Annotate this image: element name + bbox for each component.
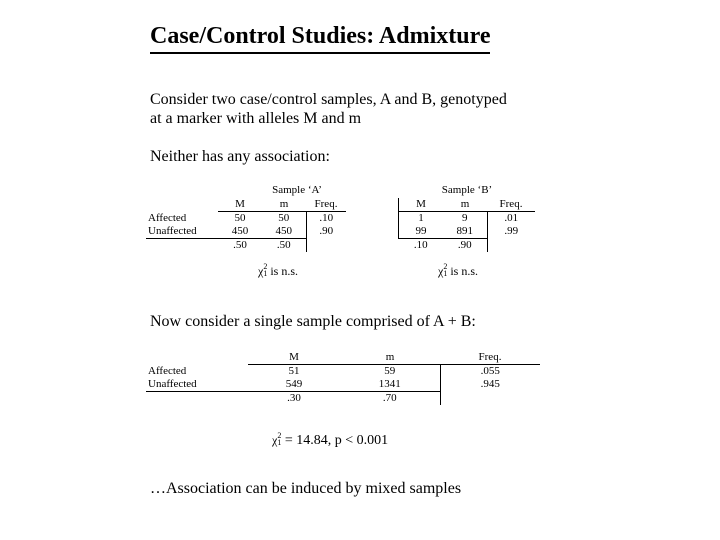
cell-freq: .90 [319,225,334,238]
totals-row [146,392,540,406]
sample-b-header-m: m [443,198,487,212]
total-m: .70 [340,392,440,406]
table-row [146,378,540,392]
chi-sub: 1 [263,269,268,278]
sample-b-header-freq: Freq. [487,198,535,212]
sample-a-chi-stat [258,260,298,281]
totals-row [146,239,346,253]
cell-freq: .10 [319,212,334,224]
chi-sup: 2 [263,262,268,271]
cell-m: 891 [443,225,487,239]
sample-a-caption: Sample ‘A’ [272,184,322,196]
cell-M: 50 [234,212,246,224]
sample-b-header-row [399,198,536,212]
chi-sub: 1 [443,269,448,278]
cell-freq: .01 [504,212,519,224]
table-row [146,212,346,226]
table-row [146,365,540,379]
combined-chi-stat [272,429,388,450]
sample-a-table [146,198,346,252]
row-label: Unaffected [146,225,218,239]
combined-header-m: m [340,351,440,365]
neither-text: Neither has any association: [150,148,330,165]
cell-m: 9 [443,212,487,226]
sample-b-table [398,198,535,252]
total-m: .50 [262,239,306,253]
cell-m: 450 [262,225,306,239]
cell-m: 1341 [340,378,440,392]
intro-line-2: at a marker with alleles M and m [150,110,362,127]
cell-freq: .99 [504,225,519,238]
combined-text: Now consider a single sample comprised of A + B: [150,313,476,330]
row-label: Affected [148,211,187,224]
table-row [399,225,536,239]
combined-header-row [146,351,540,365]
cell-m: 50 [262,212,306,226]
total-freq-empty [487,239,535,253]
cell-freq: .945 [480,378,500,391]
sample-a-header-row [146,198,346,212]
intro-line-1: Consider two case/control samples, A and B, genotyped [150,91,507,108]
cell-M: 1 [399,212,444,226]
cell-M: 450 [218,225,262,239]
sample-b-caption: Sample ‘B’ [441,184,493,196]
cell-freq: .055 [480,365,500,377]
total-M: .30 [287,392,301,404]
chi-text: is n.s. [270,264,299,278]
combined-header-M: M [248,351,340,365]
chi-sup: 2 [277,431,282,440]
page-title: Case/Control Studies: Admixture [150,22,490,54]
chi-text: is n.s. [450,264,479,278]
conclusion-text: …Association can be induced by mixed samples [150,480,462,497]
row-label: Unaffected [146,378,248,392]
table-row [146,225,346,239]
sample-a-header-empty [146,198,218,212]
sample-b-chi-stat [438,260,478,281]
chi-symbol: χ [258,264,264,278]
cell-m: 59 [340,365,440,379]
chi-text: = 14.84, p < 0.001 [284,433,389,448]
combined-table [146,351,540,405]
row-label: Affected [148,364,187,377]
chi-sub: 1 [277,438,282,447]
chi-sup: 2 [443,262,448,271]
combined-header-empty [146,351,248,365]
sample-a-header-M: M [218,198,262,212]
total-M: .10 [413,239,428,251]
combined-header-freq: Freq. [440,351,540,365]
totals-row [399,239,536,253]
cell-M: 549 [248,378,340,392]
total-m: .90 [443,239,487,253]
cell-M: 99 [399,225,444,239]
sample-b-header-M: M [399,198,444,212]
total-M: .50 [233,239,247,251]
totals-label-empty [146,239,218,253]
sample-a-header-freq: Freq. [306,198,346,212]
sample-a-header-m: m [262,198,306,212]
chi-symbol: χ [438,264,444,278]
cell-M: 51 [288,365,300,377]
totals-label-empty [146,392,248,406]
chi-symbol: χ [272,433,278,447]
total-freq-empty [440,392,540,406]
table-row [399,212,536,226]
total-freq-empty [306,239,346,253]
